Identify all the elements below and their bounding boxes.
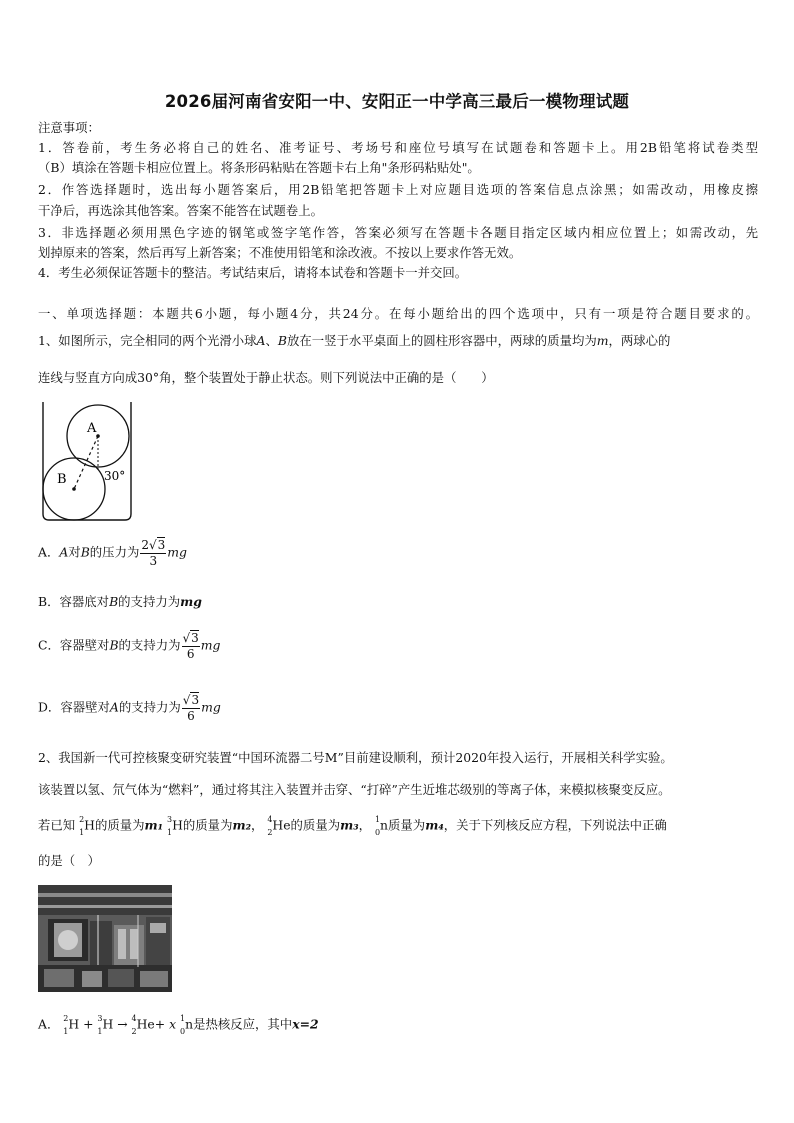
q1-opt-a-fraction: $\frac{2√3}{3}$ bbox=[141, 538, 166, 568]
q1-opt-a-ball-b: B bbox=[80, 544, 90, 560]
q1-opt-a-den: 3 bbox=[149, 554, 158, 568]
q1-opt-d-den: 6 bbox=[187, 709, 195, 723]
q1-opt-a-mid: 对 bbox=[68, 544, 81, 560]
q1-opt-b-post: 的支持力为 bbox=[118, 594, 181, 609]
q1-opt-c-ball: B bbox=[109, 637, 119, 653]
notice-line-5: 3．非选择题必须用黑色字迹的钢笔或签字笔作答，答案必须写在答题卡各题目指定区域内相应位置上；如需改动，先 bbox=[38, 225, 758, 240]
q2-line-3: 若已知 2 1 H的质量为m₁ 3 1 H的质量为m₂， 4 2 He的质量为m₃， 1 0 n质量为m₄，关于下列核反应方程，下列说法中正确 bbox=[38, 815, 667, 837]
q1-opt-c-root: 3 bbox=[191, 631, 199, 645]
q1-opt-c-fraction: $\frac{√3}{6}$ bbox=[182, 631, 199, 661]
figure-angle-label: 30° bbox=[104, 469, 126, 483]
notice-line-6: 划掉原来的答案，然后再写上新答案；不准使用铅笔和涂改液。不按以上要求作答无效。 bbox=[38, 245, 522, 260]
q1-opt-a-label: A． bbox=[38, 544, 60, 560]
q2-opt-a-label: A． bbox=[38, 1016, 60, 1032]
q2-opt-a-x: x=2 bbox=[292, 1016, 319, 1032]
q1-opt-d-fraction: $\frac{√3}{6}$ bbox=[182, 693, 200, 723]
q2-opt-a-n: 1 0 bbox=[180, 1014, 186, 1036]
q2-text-c: H的质量为 bbox=[172, 817, 233, 833]
notice-line-2: （B）填涂在答题卡相应位置上。将条形码粘贴在答题卡右上角"条形码粘贴处"。 bbox=[38, 160, 480, 175]
q1-opt-c-mg: mg bbox=[200, 637, 221, 653]
isotope-he4: 4 2 bbox=[267, 815, 273, 837]
q1-opt-d-mg: mg bbox=[201, 699, 221, 715]
q1-opt-a-coef: 2 bbox=[141, 538, 149, 552]
q1-option-a bbox=[38, 537, 187, 569]
q1-sep: 、 bbox=[265, 333, 278, 348]
q2-text-f: ，关于下列核反应方程，下列说法中正确 bbox=[443, 817, 667, 833]
q1-opt-a-post: 的压力为 bbox=[89, 544, 140, 560]
q1-text-a: 1、如图所示，完全相同的两个光滑小球 bbox=[38, 333, 257, 348]
q1-opt-c-den: 6 bbox=[186, 647, 195, 661]
container-figure bbox=[40, 400, 136, 524]
notice-line-3: 2．作答选择题时，选出每小题答案后，用2B铅笔把答题卡上对应题目选项的答案信息点涂黑；如需改动，用橡皮擦 bbox=[38, 182, 758, 197]
q1-text-c: ，两球心的 bbox=[608, 333, 671, 348]
q1-opt-b-pre: B．容器底对 bbox=[38, 594, 110, 609]
notice-line-7: 4．考生必须保证答题卡的整洁。考试结束后，请将本试卷和答题卡一并交回。 bbox=[38, 265, 468, 280]
q2-opt-a-he4: 4 2 bbox=[131, 1014, 137, 1036]
q2-m1: m₁ bbox=[144, 817, 164, 833]
q1-opt-c-post: 的支持力为 bbox=[118, 637, 181, 653]
q1-opt-a-mg: mg bbox=[167, 544, 187, 560]
q2-opt-a-h2: 2 1 bbox=[63, 1014, 69, 1036]
q1-opt-d-post: 的支持力为 bbox=[118, 699, 181, 715]
q1-option-b bbox=[38, 592, 202, 610]
q1-opt-d-pre: D．容器壁对 bbox=[38, 699, 110, 715]
notice-line-1: 1．答卷前，考生务必将自己的姓名、准考证号、考场号和座位号填写在试题卷和答题卡上。用2B铅笔将试卷类型 bbox=[38, 140, 758, 155]
q2-line-4: 的是（ ） bbox=[38, 853, 100, 868]
center-line bbox=[74, 436, 98, 489]
page-title: 2026届河南省安阳一中、安阳正一中学高三最后一模物理试题 bbox=[164, 92, 630, 111]
center-b bbox=[72, 487, 76, 491]
q1-opt-c-pre: C．容器壁对 bbox=[38, 637, 110, 653]
q2-text-d: He的质量为 bbox=[272, 817, 341, 833]
q2-m2: m₂ bbox=[232, 817, 252, 833]
q1-opt-a-ball-a: A bbox=[59, 544, 69, 560]
q1-opt-d-ball: A bbox=[109, 699, 119, 715]
notice-heading: 注意事项： bbox=[38, 120, 100, 135]
q2-text-a: 若已知 bbox=[38, 817, 76, 833]
isotope-h2: 2 1 bbox=[79, 815, 85, 837]
q2-m3: m₃ bbox=[340, 817, 359, 833]
q1-ball-b: B bbox=[277, 333, 287, 348]
q2-line-1: 2、我国新一代可控核聚变研究装置“中国环流器二号M”目前建设顺利，预计2020年投入运行，开展相关科学实验。 bbox=[38, 750, 673, 765]
center-a bbox=[96, 434, 100, 438]
isotope-n1: 1 0 bbox=[374, 815, 381, 837]
q1-opt-b-mg: mg bbox=[180, 594, 202, 609]
q2-m4: m₄ bbox=[425, 817, 444, 833]
q1-line-1 bbox=[38, 331, 758, 351]
isotope-h3: 3 1 bbox=[167, 815, 173, 837]
q1-line-2: 连线与竖直方向成30°角，整个装置处于静止状态。则下列说法中正确的是（ ） bbox=[38, 370, 494, 385]
q2-text-b: H的质量为 bbox=[84, 817, 145, 833]
q1-opt-d-root: 3 bbox=[191, 693, 200, 707]
notice-line-4: 干净后，再选涂其他答案。答案不能答在试题卷上。 bbox=[38, 203, 323, 218]
q1-option-c bbox=[38, 630, 220, 662]
tokamak-photo bbox=[38, 885, 172, 992]
q1-text-b: 放在一竖于水平桌面上的圆柱形容器中，两球的质量均为 bbox=[286, 333, 597, 348]
section-heading: 一、单项选择题：本题共6小题，每小题4分，共24分。在每小题给出的四个选项中，只有一项是符合题目要求的。 bbox=[38, 306, 758, 321]
q2-opt-a-post: 是热核反应，其中 bbox=[193, 1016, 293, 1032]
q1-option-d bbox=[38, 692, 221, 724]
figure-label-b: B bbox=[57, 472, 67, 487]
figure-label-a: A bbox=[87, 421, 97, 436]
q2-text-e: n质量为 bbox=[380, 817, 426, 833]
q1-ball-a: A bbox=[256, 333, 266, 348]
q1-opt-a-root: 3 bbox=[157, 538, 166, 552]
q2-opt-a-h3: 3 1 bbox=[97, 1014, 103, 1036]
q1-opt-b-ball: B bbox=[109, 594, 119, 609]
q2-option-a: A． 2 1 H + 3 1 H → 4 2 He+ x 1 0 n是热核反应，其中x=2 bbox=[38, 1014, 319, 1036]
q2-line-2: 该装置以氢、氘气体为“燃料”，通过将其注入装置并击穿、“打碎”产生近堆芯级别的等离子体，来模拟核聚变反应。 bbox=[38, 782, 671, 797]
q1-mass: m bbox=[596, 333, 609, 348]
